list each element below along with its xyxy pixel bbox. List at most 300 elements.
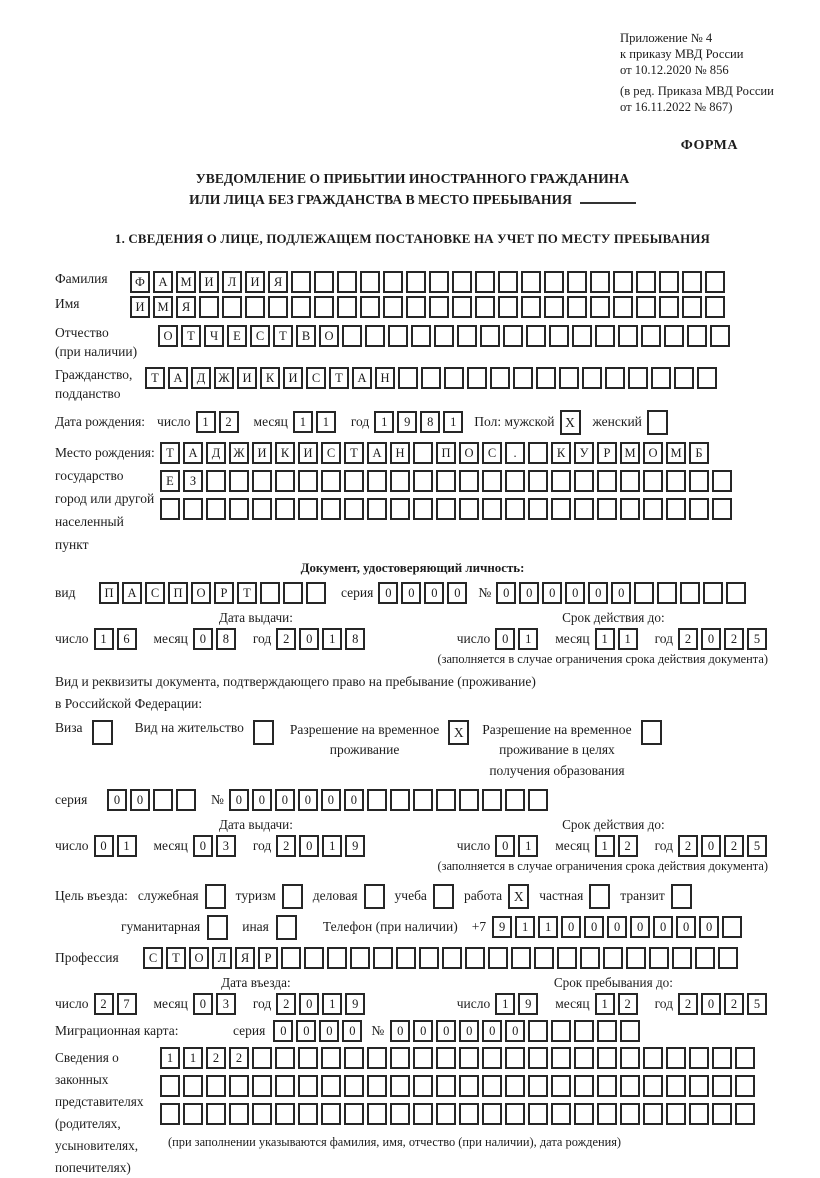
char-cell[interactable]	[503, 325, 523, 347]
char-cell[interactable]	[674, 367, 694, 389]
char-cell[interactable]: Л	[212, 947, 232, 969]
char-cell[interactable]: П	[436, 442, 456, 464]
char-cell[interactable]	[735, 1075, 755, 1097]
char-cell[interactable]	[705, 271, 725, 293]
char-cell[interactable]	[314, 296, 334, 318]
char-cell[interactable]	[304, 947, 324, 969]
char-cell[interactable]	[275, 498, 295, 520]
char-cell[interactable]: 1	[94, 628, 114, 650]
char-cell[interactable]	[482, 1047, 502, 1069]
char-cell[interactable]	[521, 271, 541, 293]
char-cell[interactable]: 0	[482, 1020, 502, 1042]
char-cell[interactable]: 0	[565, 582, 585, 604]
char-cell[interactable]: Ж	[229, 442, 249, 464]
char-cell[interactable]: 0	[561, 916, 581, 938]
char-cell[interactable]: 0	[299, 628, 319, 650]
char-cell[interactable]	[505, 1075, 525, 1097]
char-cell[interactable]	[360, 296, 380, 318]
char-cell[interactable]: 1	[518, 835, 538, 857]
birth-place-line3-input[interactable]	[160, 498, 735, 520]
migcard-number-input[interactable]	[390, 1020, 643, 1042]
char-cell[interactable]: Б	[689, 442, 709, 464]
birth-place-line2-input[interactable]	[160, 470, 735, 492]
char-cell[interactable]	[534, 947, 554, 969]
char-cell[interactable]	[636, 271, 656, 293]
char-cell[interactable]	[413, 1103, 433, 1125]
char-cell[interactable]	[421, 367, 441, 389]
char-cell[interactable]: 3	[216, 835, 236, 857]
char-cell[interactable]	[229, 470, 249, 492]
char-cell[interactable]	[620, 1047, 640, 1069]
char-cell[interactable]	[636, 296, 656, 318]
char-cell[interactable]	[360, 271, 380, 293]
char-cell[interactable]	[344, 1103, 364, 1125]
char-cell[interactable]: Н	[390, 442, 410, 464]
char-cell[interactable]	[613, 296, 633, 318]
char-cell[interactable]: 0	[413, 1020, 433, 1042]
char-cell[interactable]: 2	[219, 411, 239, 433]
char-cell[interactable]	[268, 296, 288, 318]
char-cell[interactable]: Т	[181, 325, 201, 347]
char-cell[interactable]	[643, 470, 663, 492]
char-cell[interactable]	[551, 1020, 571, 1042]
char-cell[interactable]: А	[367, 442, 387, 464]
char-cell[interactable]	[252, 498, 272, 520]
char-cell[interactable]	[452, 296, 472, 318]
char-cell[interactable]	[549, 325, 569, 347]
char-cell[interactable]	[436, 1103, 456, 1125]
char-cell[interactable]	[475, 271, 495, 293]
char-cell[interactable]	[528, 442, 548, 464]
char-cell[interactable]	[643, 1103, 663, 1125]
char-cell[interactable]: О	[319, 325, 339, 347]
char-cell[interactable]: 5	[747, 628, 767, 650]
char-cell[interactable]: 2	[678, 993, 698, 1015]
char-cell[interactable]	[459, 470, 479, 492]
char-cell[interactable]: 0	[588, 582, 608, 604]
char-cell[interactable]: 2	[94, 993, 114, 1015]
char-cell[interactable]: С	[143, 947, 163, 969]
migcard-series-input[interactable]	[273, 1020, 365, 1042]
char-cell[interactable]	[452, 271, 472, 293]
char-cell[interactable]: 0	[496, 582, 516, 604]
purpose-humanitarian-checkbox[interactable]	[207, 915, 228, 940]
char-cell[interactable]	[367, 498, 387, 520]
char-cell[interactable]: 0	[319, 1020, 339, 1042]
char-cell[interactable]	[697, 367, 717, 389]
char-cell[interactable]	[229, 1075, 249, 1097]
char-cell[interactable]: М	[620, 442, 640, 464]
char-cell[interactable]	[337, 271, 357, 293]
char-cell[interactable]: А	[153, 271, 173, 293]
char-cell[interactable]	[528, 1020, 548, 1042]
char-cell[interactable]: 7	[117, 993, 137, 1015]
doc-number-input[interactable]	[496, 582, 749, 604]
char-cell[interactable]	[475, 296, 495, 318]
char-cell[interactable]: С	[306, 367, 326, 389]
char-cell[interactable]: О	[191, 582, 211, 604]
char-cell[interactable]: 0	[447, 582, 467, 604]
char-cell[interactable]: 0	[701, 628, 721, 650]
purpose-work-checkbox[interactable]: X	[508, 884, 529, 909]
char-cell[interactable]: 1	[322, 628, 342, 650]
char-cell[interactable]	[657, 582, 677, 604]
char-cell[interactable]	[626, 947, 646, 969]
char-cell[interactable]	[411, 325, 431, 347]
char-cell[interactable]	[413, 789, 433, 811]
char-cell[interactable]: П	[168, 582, 188, 604]
char-cell[interactable]: 2	[724, 835, 744, 857]
char-cell[interactable]: 0	[299, 835, 319, 857]
char-cell[interactable]: Т	[344, 442, 364, 464]
char-cell[interactable]	[176, 789, 196, 811]
char-cell[interactable]: 1	[538, 916, 558, 938]
char-cell[interactable]	[245, 296, 265, 318]
char-cell[interactable]	[567, 296, 587, 318]
char-cell[interactable]	[490, 367, 510, 389]
char-cell[interactable]	[206, 1103, 226, 1125]
char-cell[interactable]: И	[130, 296, 150, 318]
char-cell[interactable]	[735, 1047, 755, 1069]
char-cell[interactable]: Р	[597, 442, 617, 464]
char-cell[interactable]	[528, 789, 548, 811]
char-cell[interactable]	[365, 325, 385, 347]
char-cell[interactable]	[641, 325, 661, 347]
char-cell[interactable]	[597, 498, 617, 520]
char-cell[interactable]: Ж	[214, 367, 234, 389]
char-cell[interactable]	[620, 1075, 640, 1097]
char-cell[interactable]: Ф	[130, 271, 150, 293]
char-cell[interactable]	[620, 1103, 640, 1125]
char-cell[interactable]: 5	[747, 835, 767, 857]
char-cell[interactable]	[666, 470, 686, 492]
char-cell[interactable]: 2	[724, 628, 744, 650]
char-cell[interactable]: 3	[216, 993, 236, 1015]
birth-day-input[interactable]	[196, 411, 242, 433]
representatives-line2-input[interactable]	[160, 1075, 758, 1097]
char-cell[interactable]: 0	[701, 835, 721, 857]
char-cell[interactable]	[528, 1103, 548, 1125]
char-cell[interactable]	[695, 947, 715, 969]
char-cell[interactable]	[528, 470, 548, 492]
birth-year-input[interactable]	[374, 411, 466, 433]
char-cell[interactable]	[557, 947, 577, 969]
char-cell[interactable]	[480, 325, 500, 347]
char-cell[interactable]	[275, 470, 295, 492]
purpose-transit-checkbox[interactable]	[671, 884, 692, 909]
char-cell[interactable]	[482, 498, 502, 520]
char-cell[interactable]	[603, 947, 623, 969]
char-cell[interactable]	[275, 1075, 295, 1097]
permit-valid-day-input[interactable]	[495, 835, 541, 857]
char-cell[interactable]	[429, 296, 449, 318]
char-cell[interactable]: 1	[515, 916, 535, 938]
entry-year-input[interactable]	[276, 993, 368, 1015]
char-cell[interactable]: 0	[401, 582, 421, 604]
char-cell[interactable]: 0	[676, 916, 696, 938]
purpose-private-checkbox[interactable]	[589, 884, 610, 909]
char-cell[interactable]	[689, 1047, 709, 1069]
char-cell[interactable]	[722, 916, 742, 938]
char-cell[interactable]: И	[199, 271, 219, 293]
char-cell[interactable]: И	[252, 442, 272, 464]
char-cell[interactable]	[643, 1075, 663, 1097]
char-cell[interactable]	[383, 271, 403, 293]
purpose-tourism-checkbox[interactable]	[282, 884, 303, 909]
char-cell[interactable]	[314, 271, 334, 293]
char-cell[interactable]	[505, 1103, 525, 1125]
char-cell[interactable]: 1	[618, 628, 638, 650]
char-cell[interactable]: А	[183, 442, 203, 464]
doc-issue-day-input[interactable]	[94, 628, 140, 650]
doc-series-input[interactable]	[378, 582, 470, 604]
char-cell[interactable]	[459, 1047, 479, 1069]
char-cell[interactable]: 2	[276, 835, 296, 857]
char-cell[interactable]	[291, 296, 311, 318]
sex-female-checkbox[interactable]	[647, 410, 668, 435]
char-cell[interactable]	[551, 1103, 571, 1125]
doc-valid-day-input[interactable]	[495, 628, 541, 650]
char-cell[interactable]	[544, 271, 564, 293]
char-cell[interactable]	[574, 1047, 594, 1069]
char-cell[interactable]	[664, 325, 684, 347]
char-cell[interactable]: Я	[176, 296, 196, 318]
char-cell[interactable]	[735, 1103, 755, 1125]
char-cell[interactable]: 1	[322, 835, 342, 857]
char-cell[interactable]	[465, 947, 485, 969]
char-cell[interactable]: 0	[275, 789, 295, 811]
permit-issue-day-input[interactable]	[94, 835, 140, 857]
char-cell[interactable]	[597, 1103, 617, 1125]
char-cell[interactable]	[643, 1047, 663, 1069]
char-cell[interactable]: 1	[293, 411, 313, 433]
char-cell[interactable]	[521, 296, 541, 318]
char-cell[interactable]	[298, 1047, 318, 1069]
char-cell[interactable]: 1	[374, 411, 394, 433]
char-cell[interactable]: 0	[495, 628, 515, 650]
char-cell[interactable]: 9	[492, 916, 512, 938]
char-cell[interactable]: 0	[459, 1020, 479, 1042]
char-cell[interactable]	[206, 1075, 226, 1097]
char-cell[interactable]	[536, 367, 556, 389]
permit-number-input[interactable]	[229, 789, 551, 811]
char-cell[interactable]: 0	[630, 916, 650, 938]
purpose-official-checkbox[interactable]	[205, 884, 226, 909]
char-cell[interactable]: 0	[701, 993, 721, 1015]
char-cell[interactable]: Т	[166, 947, 186, 969]
char-cell[interactable]	[367, 789, 387, 811]
char-cell[interactable]	[482, 1075, 502, 1097]
char-cell[interactable]: 6	[117, 628, 137, 650]
char-cell[interactable]: 0	[193, 835, 213, 857]
char-cell[interactable]	[595, 325, 615, 347]
char-cell[interactable]	[398, 367, 418, 389]
char-cell[interactable]	[459, 498, 479, 520]
char-cell[interactable]: 0	[519, 582, 539, 604]
char-cell[interactable]	[590, 296, 610, 318]
char-cell[interactable]: Т	[329, 367, 349, 389]
char-cell[interactable]	[710, 325, 730, 347]
doc-issue-year-input[interactable]	[276, 628, 368, 650]
char-cell[interactable]: 1	[595, 993, 615, 1015]
char-cell[interactable]	[703, 582, 723, 604]
char-cell[interactable]: 8	[216, 628, 236, 650]
char-cell[interactable]: 1	[117, 835, 137, 857]
char-cell[interactable]	[526, 325, 546, 347]
char-cell[interactable]: 0	[296, 1020, 316, 1042]
char-cell[interactable]: 2	[678, 835, 698, 857]
char-cell[interactable]: Р	[214, 582, 234, 604]
char-cell[interactable]: К	[275, 442, 295, 464]
char-cell[interactable]	[367, 1075, 387, 1097]
char-cell[interactable]	[505, 498, 525, 520]
char-cell[interactable]: 0	[611, 582, 631, 604]
char-cell[interactable]	[298, 470, 318, 492]
char-cell[interactable]: 1	[443, 411, 463, 433]
char-cell[interactable]: 1	[322, 993, 342, 1015]
char-cell[interactable]	[551, 470, 571, 492]
char-cell[interactable]	[406, 296, 426, 318]
char-cell[interactable]: 0	[298, 789, 318, 811]
char-cell[interactable]	[390, 1047, 410, 1069]
char-cell[interactable]	[567, 271, 587, 293]
char-cell[interactable]	[390, 1103, 410, 1125]
char-cell[interactable]: О	[189, 947, 209, 969]
char-cell[interactable]	[511, 947, 531, 969]
char-cell[interactable]	[687, 325, 707, 347]
char-cell[interactable]: М	[153, 296, 173, 318]
char-cell[interactable]: 0	[378, 582, 398, 604]
char-cell[interactable]	[436, 498, 456, 520]
char-cell[interactable]	[160, 1103, 180, 1125]
char-cell[interactable]: Я	[268, 271, 288, 293]
char-cell[interactable]: А	[122, 582, 142, 604]
char-cell[interactable]	[712, 1103, 732, 1125]
char-cell[interactable]	[682, 296, 702, 318]
purpose-business-checkbox[interactable]	[364, 884, 385, 909]
entry-day-input[interactable]	[94, 993, 140, 1015]
char-cell[interactable]: 9	[345, 993, 365, 1015]
char-cell[interactable]	[726, 582, 746, 604]
char-cell[interactable]: С	[250, 325, 270, 347]
entry-month-input[interactable]	[193, 993, 239, 1015]
char-cell[interactable]: 2	[206, 1047, 226, 1069]
char-cell[interactable]	[321, 1047, 341, 1069]
stay-day-input[interactable]	[495, 993, 541, 1015]
char-cell[interactable]: 0	[390, 1020, 410, 1042]
char-cell[interactable]	[457, 325, 477, 347]
char-cell[interactable]	[488, 947, 508, 969]
char-cell[interactable]: 0	[436, 1020, 456, 1042]
citizenship-input[interactable]	[145, 367, 720, 389]
char-cell[interactable]	[689, 470, 709, 492]
char-cell[interactable]	[580, 947, 600, 969]
char-cell[interactable]	[559, 367, 579, 389]
char-cell[interactable]: Р	[258, 947, 278, 969]
permit-series-input[interactable]	[107, 789, 199, 811]
char-cell[interactable]	[482, 1103, 502, 1125]
char-cell[interactable]: 0	[321, 789, 341, 811]
char-cell[interactable]: С	[482, 442, 502, 464]
char-cell[interactable]: 1	[595, 628, 615, 650]
char-cell[interactable]	[482, 789, 502, 811]
sex-male-checkbox[interactable]: X	[560, 410, 581, 435]
char-cell[interactable]	[436, 1047, 456, 1069]
char-cell[interactable]	[344, 470, 364, 492]
char-cell[interactable]	[406, 271, 426, 293]
char-cell[interactable]	[327, 947, 347, 969]
char-cell[interactable]: Л	[222, 271, 242, 293]
char-cell[interactable]	[689, 1075, 709, 1097]
char-cell[interactable]	[712, 1075, 732, 1097]
char-cell[interactable]	[283, 582, 303, 604]
char-cell[interactable]	[597, 1020, 617, 1042]
char-cell[interactable]	[574, 498, 594, 520]
char-cell[interactable]	[222, 296, 242, 318]
char-cell[interactable]	[390, 498, 410, 520]
char-cell[interactable]	[275, 1103, 295, 1125]
char-cell[interactable]	[597, 1075, 617, 1097]
char-cell[interactable]: 0	[653, 916, 673, 938]
char-cell[interactable]: 2	[678, 628, 698, 650]
char-cell[interactable]	[613, 271, 633, 293]
char-cell[interactable]: Е	[227, 325, 247, 347]
char-cell[interactable]	[298, 1103, 318, 1125]
char-cell[interactable]	[390, 470, 410, 492]
char-cell[interactable]	[383, 296, 403, 318]
char-cell[interactable]: М	[666, 442, 686, 464]
char-cell[interactable]: Т	[160, 442, 180, 464]
char-cell[interactable]: 5	[747, 993, 767, 1015]
char-cell[interactable]: 2	[276, 993, 296, 1015]
char-cell[interactable]	[388, 325, 408, 347]
char-cell[interactable]	[712, 498, 732, 520]
char-cell[interactable]: 0	[424, 582, 444, 604]
char-cell[interactable]	[498, 296, 518, 318]
char-cell[interactable]	[396, 947, 416, 969]
char-cell[interactable]	[252, 1075, 272, 1097]
char-cell[interactable]: 1	[160, 1047, 180, 1069]
char-cell[interactable]	[482, 470, 502, 492]
char-cell[interactable]	[206, 498, 226, 520]
doc-valid-month-input[interactable]	[595, 628, 641, 650]
char-cell[interactable]	[528, 1075, 548, 1097]
char-cell[interactable]: 0	[505, 1020, 525, 1042]
char-cell[interactable]	[183, 1075, 203, 1097]
char-cell[interactable]	[628, 367, 648, 389]
char-cell[interactable]: Т	[237, 582, 257, 604]
char-cell[interactable]	[666, 498, 686, 520]
char-cell[interactable]	[321, 1103, 341, 1125]
char-cell[interactable]	[680, 582, 700, 604]
char-cell[interactable]: 0	[699, 916, 719, 938]
char-cell[interactable]	[574, 1103, 594, 1125]
char-cell[interactable]: 0	[273, 1020, 293, 1042]
char-cell[interactable]	[413, 442, 433, 464]
char-cell[interactable]	[551, 1075, 571, 1097]
char-cell[interactable]	[712, 1047, 732, 1069]
char-cell[interactable]	[643, 498, 663, 520]
char-cell[interactable]: 0	[584, 916, 604, 938]
char-cell[interactable]	[505, 789, 525, 811]
char-cell[interactable]	[634, 582, 654, 604]
birth-place-line1-input[interactable]	[160, 442, 735, 464]
char-cell[interactable]: А	[168, 367, 188, 389]
char-cell[interactable]: Н	[375, 367, 395, 389]
char-cell[interactable]	[298, 1075, 318, 1097]
permit-valid-year-input[interactable]	[678, 835, 770, 857]
char-cell[interactable]: 0	[193, 628, 213, 650]
